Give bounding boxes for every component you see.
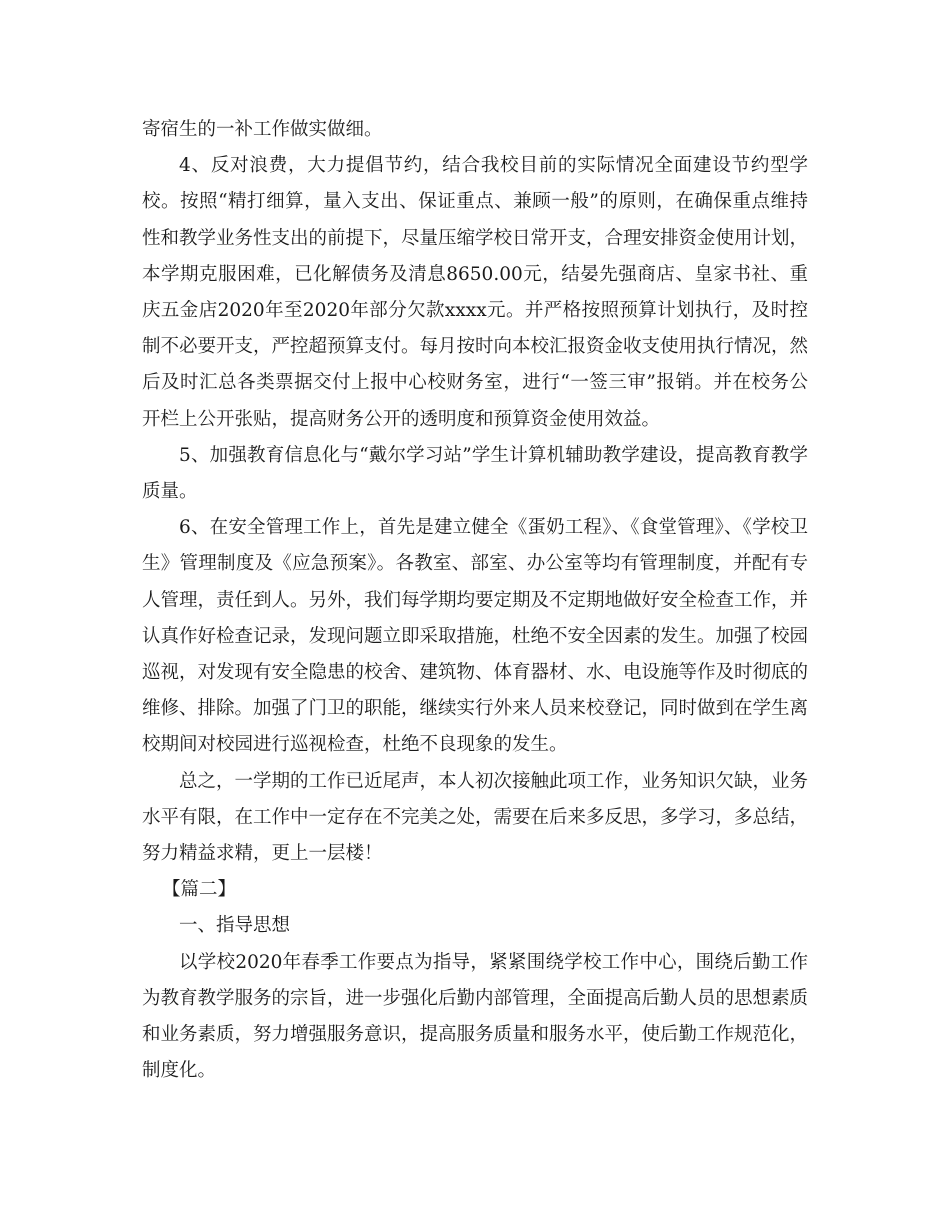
paragraph-summary: 总之，一学期的工作已近尾声，本人初次接触此项工作，业务知识欠缺，业务水平有限，在工作中一定存在不完美之处，需要在后来多反思，多学习，多总结，努力精益求精，更上一层楼！ bbox=[142, 770, 809, 865]
paragraph-item-6: 6、在安全管理工作上，首先是建立健全《蛋奶工程》、《食堂管理》、《学校卫生》管理制度及《应急预案》。各教室、部室、办公室等均有管理制度，并配有专人管理，责任到人。另外，我们每学期均要定期及不定期地做好安全检查工作，并认真作好检查记录，发现问题立即采取措施，杜绝不安全因素的发生。加强了校园巡视，对发现有安全隐患的校舍、建筑物、体育器材、水、电设施等作及时彻底的维修、排除。加强了门卫的职能，继续实行外来人员来校登记，同时做到在学生离校期间对校园进行巡视检查，杜绝不良现象的发生。 bbox=[142, 517, 809, 756]
section-heading: 【篇二】 bbox=[162, 879, 237, 901]
document-page bbox=[142, 112, 808, 1089]
subsection-title: 一、指导思想 bbox=[179, 915, 291, 937]
paragraph-item-4: 4、反对浪费，大力提倡节约，结合我校目前的实际情况全面建设节约型学校。按照“精打细算，量入支出、保证重点、兼顾一般”的原则，在确保重点维持性和教学业务性支出的前提下，尽量压缩学校日常开支，合理安排资金使用计划，本学期克服困难，已化解债务及清息8650.00元，结晏先强商店、皇家书社、重庆五金店2020年至2020年部分欠款xxxx元。并严格按照预算计划执行，及时控制不必要开支，严控超预算支付。每月按时向本校汇报资金收支使用执行情况，然后及时汇总各类票据交付上报中心校财务室，进行“一签三审”报销。并在校务公开栏上公开张贴，提高财务公开的透明度和预算资金使用效益。 bbox=[142, 155, 809, 430]
paragraph-item-5: 5、加强教育信息化与“戴尔学习站”学生计算机辅助教学建设，提高教育教学质量。 bbox=[142, 444, 808, 503]
paragraph-continuation: 寄宿生的一补工作做实做细。 bbox=[142, 119, 383, 140]
paragraph-guiding-principle: 以学校2020年春季工作要点为指导，紧紧围绕学校工作中心，围绕后勤工作为教育教学服务的宗旨，进一步强化后勤内部管理，全面提高后勤人员的思想素质和业务素质，努力增强服务意识，提高服务质量和服务水平，使后勤工作规范化，制度化。 bbox=[142, 951, 809, 1082]
